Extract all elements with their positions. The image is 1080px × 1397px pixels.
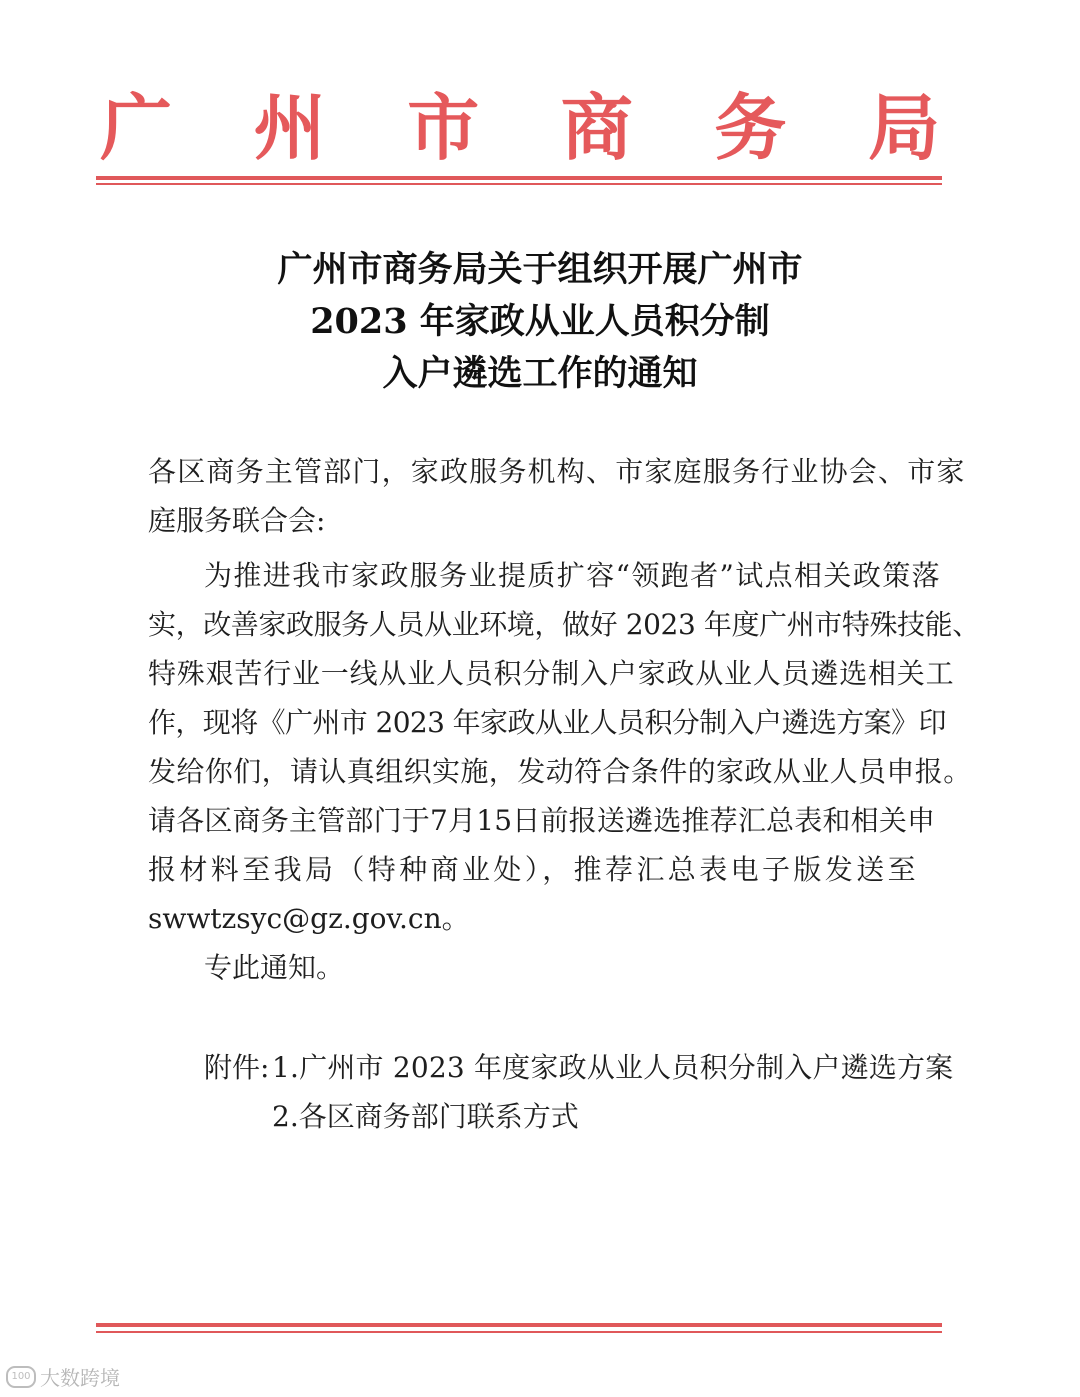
document-title-line2: 2023 年家政从业人员积分制	[310, 301, 770, 342]
paragraph-line: 特殊艰苦行业一线从业人员积分制入户家政从业人员遴选相关工	[148, 657, 955, 690]
masthead	[100, 85, 940, 170]
attachment-item: 2.各区商务部门联系方式	[272, 1100, 579, 1133]
watermark	[6, 1362, 120, 1391]
watermark-logo-icon: 100	[6, 1366, 36, 1388]
paragraph-line: 发给你们，请认真组织实施，发动符合条件的家政从业人员申报。	[148, 755, 972, 788]
salutation-line2: 庭服务联合会:	[148, 504, 326, 537]
paragraph-line: 为推进我市家政服务业提质扩容“领跑者”试点相关政策落	[204, 559, 942, 592]
footer-rule-thick	[96, 1323, 942, 1327]
masthead-char: 广	[100, 85, 173, 170]
salutation-line1: 各区商务主管部门，家政服务机构、市家庭服务行业协会、市家	[148, 455, 966, 488]
masthead-char: 州	[253, 85, 326, 170]
attachment-item: 1.广州市 2023 年度家政从业人员积分制入户遴选方案	[272, 1051, 954, 1084]
watermark-text: 大数跨境	[40, 1366, 120, 1390]
paragraph-line: 请各区商务主管部门于7月15日前报送遴选推荐汇总表和相关申	[148, 804, 936, 837]
closing-remark: 专此通知。	[204, 951, 345, 984]
footer-rule-thin	[96, 1331, 942, 1333]
document-title-line3: 入户遴选工作的通知	[382, 353, 698, 394]
paragraph-line: 实，改善家政服务人员从业环境，做好 2023 年度广州市特殊技能、	[148, 608, 980, 641]
paragraph-line: 报材料至我局（特种商业处），推荐汇总表电子版发送至	[148, 853, 920, 886]
masthead-char: 务	[714, 85, 787, 170]
masthead-rule-thin	[96, 183, 942, 185]
email-address: swwtzsyc@gz.gov.cn。	[148, 902, 470, 935]
document-title-line1: 广州市商务局关于组织开展广州市	[277, 249, 803, 290]
masthead-char: 市	[407, 85, 480, 170]
attachments-label: 附件:	[204, 1051, 270, 1084]
masthead-rule-thick	[96, 176, 942, 180]
masthead-char: 商	[560, 85, 633, 170]
paragraph-line: 作，现将《广州市 2023 年家政从业人员积分制入户遴选方案》印	[148, 706, 946, 739]
masthead-char: 局	[867, 85, 940, 170]
